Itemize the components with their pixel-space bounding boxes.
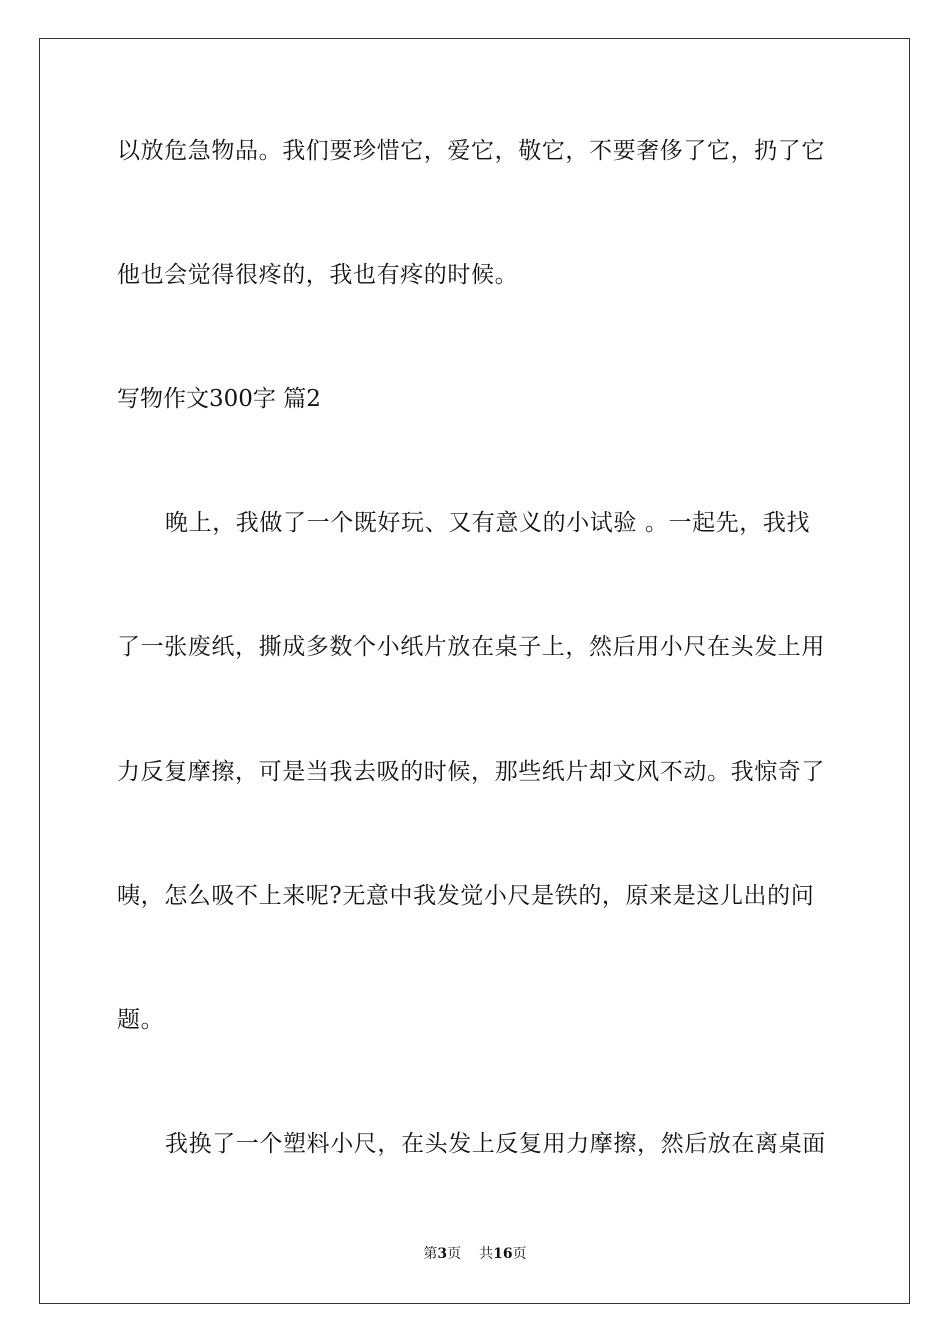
section-heading: 写物作文300字 篇2 [117,386,321,412]
footer-page-prefix: 第 [423,1246,438,1262]
text-line: 了一张废纸，撕成多数个小纸片放在桌子上，然后用小尺在头发上用 [117,634,825,660]
footer-page-suffix: 页 [447,1246,462,1262]
footer-page-total: 16 [493,1246,513,1262]
text-line: 题。 [117,1007,165,1033]
text-line: 晚上，我做了一个既好玩、又有意义的小试验 。一起先，我找 [165,510,811,536]
text-line: 他也会觉得很疼的，我也有疼的时候。 [117,262,519,288]
footer-page-current: 3 [437,1246,448,1262]
page-border [39,38,910,1304]
text-line: 力反复摩擦，可是当我去吸的时候，那些纸片却文风不动。我惊奇了 [117,759,825,785]
footer-total-suffix: 页 [512,1246,527,1262]
page-footer [0,1244,950,1264]
text-line: 以放危急物品。我们要珍惜它，爱它，敬它，不要奢侈了它，扔了它 [117,138,825,164]
text-line: 咦，怎么吸不上来呢?无意中我发觉小尺是铁的，原来是这儿出的问 [117,883,815,909]
footer-total-prefix: 共 [479,1246,494,1262]
text-line: 我换了一个塑料小尺，在头发上反复用力摩擦，然后放在离桌面 [165,1131,826,1157]
